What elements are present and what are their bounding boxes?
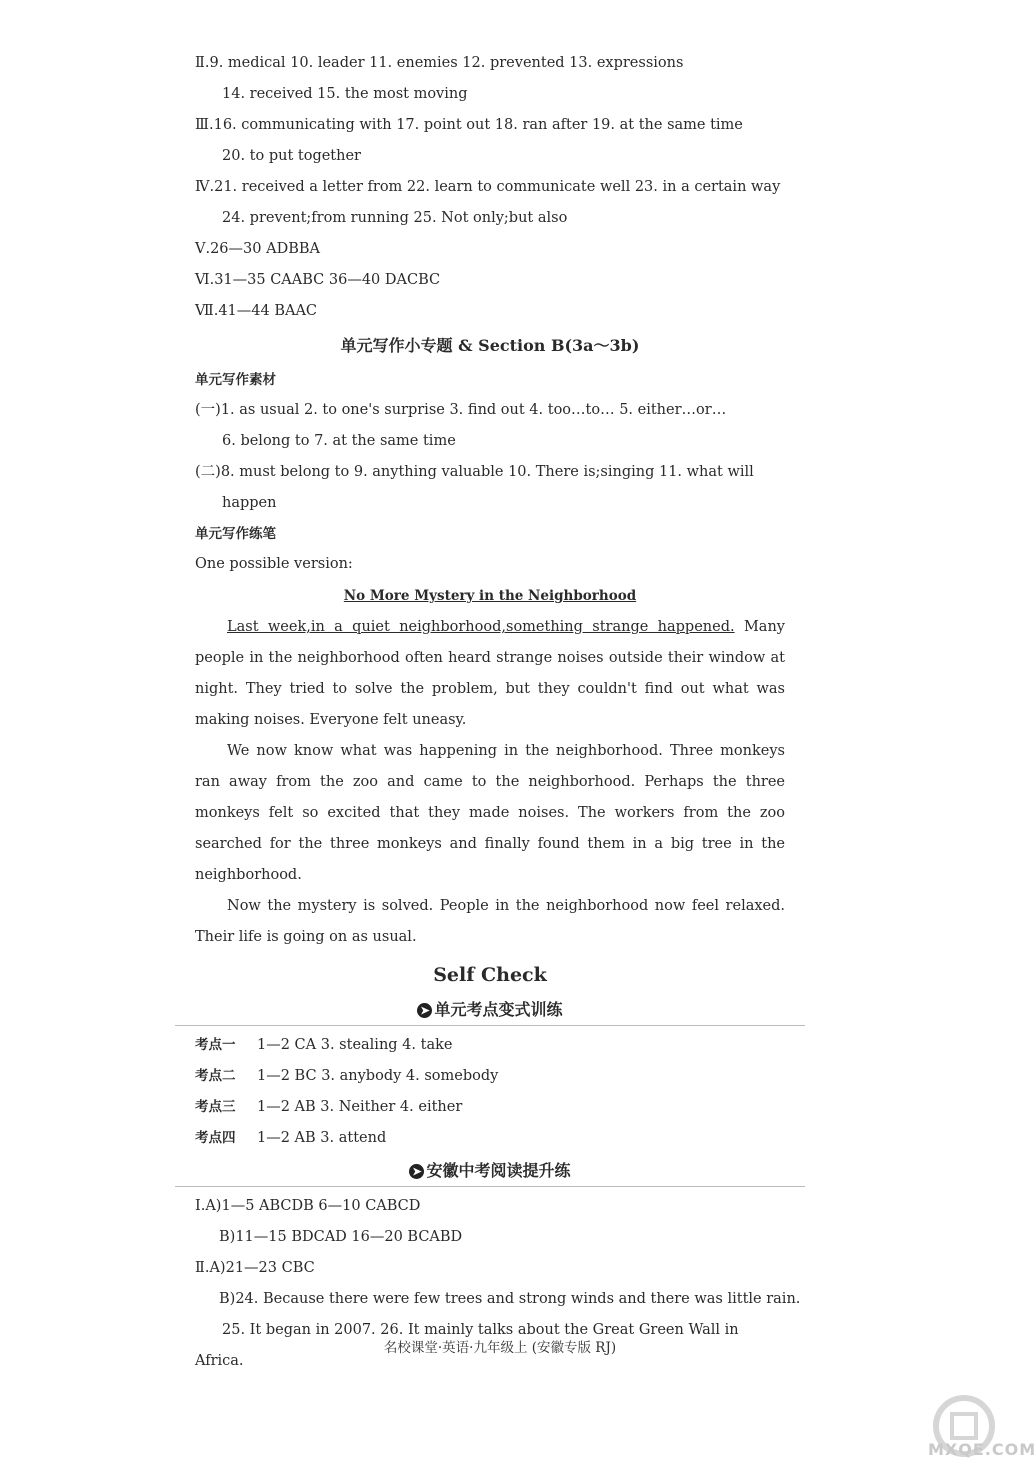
- kaodian-label: 考点二: [195, 1068, 236, 1084]
- material-label: 单元写作素材: [195, 372, 276, 388]
- essay-paragraph-1: [195, 612, 785, 736]
- kaodian-label: 考点一: [195, 1037, 236, 1053]
- reading-line: Africa.: [195, 1353, 244, 1369]
- reading-line: 25. It began in 2007. 26. It mainly talks about the Great Green Wall in: [222, 1322, 739, 1338]
- self-check-title: Self Check: [433, 964, 547, 986]
- material-line: happen: [222, 495, 277, 511]
- watermark-text: MXQE.COM: [928, 1440, 1036, 1459]
- practice-intro: One possible version:: [195, 556, 353, 572]
- banner-unit-training: [175, 995, 805, 1026]
- material-line: (二)8. must belong to 9. anything valuable 10. There is;singing 11. what will: [195, 464, 754, 480]
- material-line: 6. belong to 7. at the same time: [222, 433, 456, 449]
- answer-line: 20. to put together: [222, 148, 361, 164]
- play-arrow-icon: ➤: [417, 1003, 432, 1018]
- kaodian-row: [195, 1030, 785, 1061]
- page-footer: 名校课堂·英语·九年级上 (安徽专版 RJ): [383, 1340, 617, 1356]
- kaodian-answers: 1—2 BC 3. anybody 4. somebody: [257, 1068, 499, 1084]
- answer-page: [195, 48, 801, 1377]
- essay-paragraph-3: Now the mystery is solved. People in the neighborhood now feel relaxed. Their life is going on as usual.: [195, 898, 785, 945]
- answer-line: Ⅲ.16. communicating with 17. point out 18. ran after 19. at the same time: [195, 117, 743, 133]
- kaodian-row: [195, 1092, 785, 1123]
- play-arrow-icon: ➤: [409, 1164, 424, 1179]
- reading-line: Ⅰ.A)1—5 ABCDB 6—10 CABCD: [195, 1198, 421, 1214]
- section-title: 单元写作小专题 & Section B(3a～3b): [340, 336, 640, 355]
- answer-line: Ⅴ.26—30 ADBBA: [195, 241, 320, 257]
- reading-line: B)24. Because there were few trees and strong winds and there was little rain.: [219, 1291, 801, 1307]
- essay-topic-sentence: Last week,in a quiet neighborhood,something strange happened.: [227, 619, 735, 635]
- kaodian-answers: 1—2 AB 3. Neither 4. either: [257, 1099, 463, 1115]
- essay-p1-rest: Many people in the neighborhood often heard strange noises outside their window at night. They tried to solve the problem, but they couldn't find out what was making noises. Everyone felt uneasy.: [195, 619, 785, 728]
- answer-line: Ⅶ.41—44 BAAC: [195, 303, 318, 319]
- kaodian-answers: 1—2 CA 3. stealing 4. take: [257, 1037, 453, 1053]
- reading-line: Ⅱ.A)21—23 CBC: [195, 1260, 315, 1276]
- answer-line: 14. received 15. the most moving: [222, 86, 468, 102]
- banner-reading-practice: [175, 1156, 805, 1187]
- essay-title: [195, 580, 785, 612]
- answer-line: Ⅵ.31—35 CAABC 36—40 DACBC: [195, 272, 441, 288]
- essay-title-text: No More Mystery in the Neighborhood: [343, 588, 637, 604]
- kaodian-answers: 1—2 AB 3. attend: [257, 1130, 387, 1146]
- banner-reading-practice-text: 安徽中考阅读提升练: [426, 1161, 571, 1180]
- answer-line: Ⅳ.21. received a letter from 22. learn to communicate well 23. in a certain way: [195, 179, 781, 195]
- answer-line: 24. prevent;from running 25. Not only;but also: [222, 210, 568, 226]
- kaodian-label: 考点四: [195, 1130, 236, 1146]
- banner-unit-training-text: 单元考点变式训练: [434, 1000, 563, 1019]
- practice-label: 单元写作练笔: [195, 526, 276, 542]
- essay-paragraph-2: We now know what was happening in the neighborhood. Three monkeys ran away from the zoo and came to the neighborhood. Perhaps the three monkeys felt so excited that they made noises. The workers from the zoo searched for the three monkeys and finally found them in a big tree in the neighborhood.: [195, 743, 785, 883]
- kaodian-row: [195, 1123, 785, 1154]
- reading-line: B)11—15 BDCAD 16—20 BCABD: [219, 1229, 463, 1245]
- answer-line: Ⅱ.9. medical 10. leader 11. enemies 12. prevented 13. expressions: [195, 55, 684, 71]
- material-line: (一)1. as usual 2. to one's surprise 3. find out 4. too…to… 5. either…or…: [195, 402, 727, 418]
- kaodian-label: 考点三: [195, 1099, 236, 1115]
- kaodian-row: [195, 1061, 785, 1092]
